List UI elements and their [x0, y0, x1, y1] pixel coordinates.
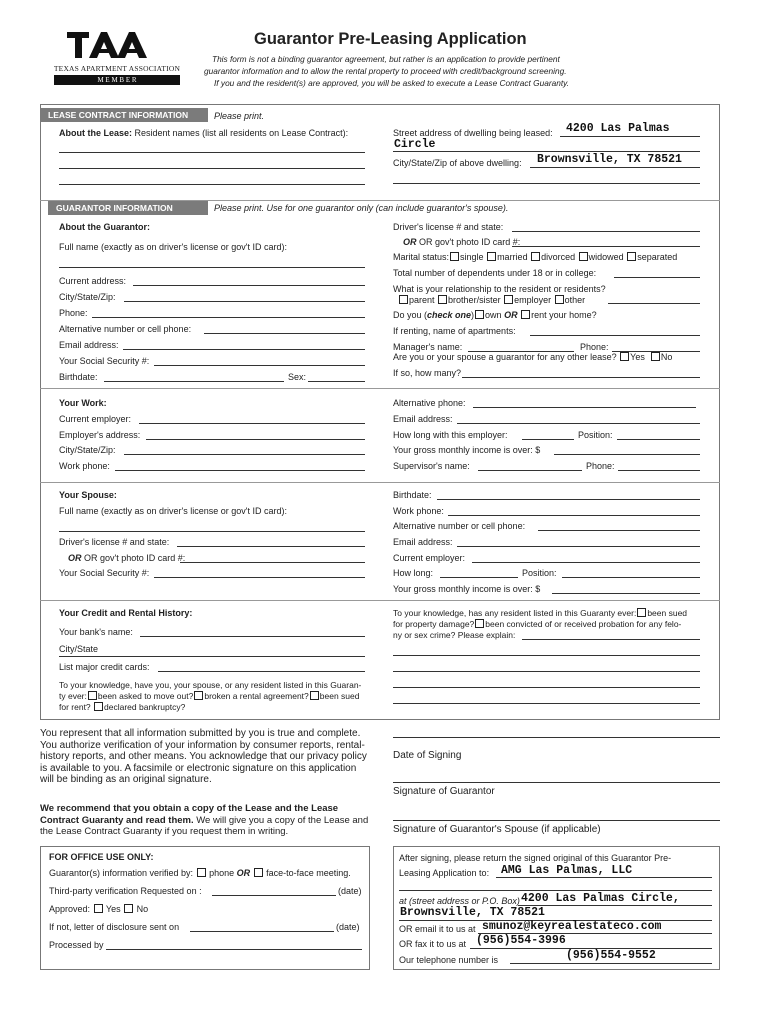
credit-cards-line[interactable] — [158, 671, 365, 672]
work-city-line[interactable] — [124, 454, 365, 455]
street-address-label: Street address of dwelling being leased: — [393, 128, 553, 138]
spouse-how-long-line[interactable] — [440, 577, 518, 578]
position-label: Position: — [578, 430, 613, 440]
supervisor-label: Supervisor's name: — [393, 461, 470, 471]
or-id-line[interactable] — [512, 246, 700, 247]
guarantor-ssn-label: Your Social Security #: — [59, 356, 150, 366]
guarantor-email-label: Email address: — [59, 340, 119, 350]
spouse-guarantor-question: Are you or your spouse a guarantor for any other lease? Yes No — [393, 352, 673, 362]
office-verified: Guarantor(s) information verified by: phone OR face-to-face meeting. — [49, 868, 351, 878]
guarantor-birthdate-line[interactable] — [104, 381, 284, 382]
supervisor-line[interactable] — [478, 470, 582, 471]
managers-name-label: Manager's name: — [393, 342, 463, 352]
resident-name-line-1[interactable] — [59, 152, 365, 153]
parent-checkbox[interactable] — [399, 295, 408, 304]
guarantor-email-line[interactable] — [123, 349, 365, 350]
spouse-or-id-label: OR OR gov't photo ID card #: — [68, 553, 186, 563]
work-phone-label: Work phone: — [59, 461, 110, 471]
third-party-date-label: (date) — [338, 886, 362, 896]
spouse-birthdate-line[interactable] — [437, 499, 700, 500]
work-title: Your Work: — [59, 398, 107, 408]
return-email[interactable]: smunoz@keyrealestateco.com — [482, 920, 662, 933]
alt-phone-line[interactable] — [473, 407, 696, 408]
work-phone-line[interactable] — [115, 470, 365, 471]
credit-title: Your Credit and Rental History: — [59, 608, 193, 618]
credit-city-line[interactable] — [59, 656, 365, 657]
top-sig-line — [393, 737, 720, 738]
spouse-work-phone-label: Work phone: — [393, 506, 444, 516]
return-address-1[interactable]: 4200 Las Palmas Circle, — [521, 892, 680, 905]
spouse-income-line[interactable] — [552, 593, 700, 594]
marital-status: Marital status: single married divorced widowed separated — [393, 252, 678, 262]
spouse-birthdate-label: Birthdate: — [393, 490, 432, 500]
dependents-line[interactable] — [614, 277, 700, 278]
dl-label: Driver's license # and state: — [393, 222, 504, 232]
guarantor-phone-label: Phone: — [59, 308, 88, 318]
single-checkbox[interactable] — [450, 252, 459, 261]
separated-checkbox[interactable] — [627, 252, 636, 261]
credit-right-3: ny or sex crime? Please explain: — [393, 630, 516, 640]
alt-number-label: Alternative number or cell phone: — [59, 324, 192, 334]
guarantor-phone-line[interactable] — [92, 317, 365, 318]
return-line-2: Leasing Application to: — [399, 868, 490, 878]
broken-agreement-checkbox[interactable] — [194, 691, 203, 700]
work-city-label: City/State/Zip: — [59, 445, 116, 455]
other-checkbox[interactable] — [555, 295, 564, 304]
spouse-ssn-line[interactable] — [154, 577, 365, 578]
return-fax[interactable]: (956)554-3996 — [476, 934, 566, 947]
spouse-email-line[interactable] — [457, 546, 700, 547]
work-employer-label: Current employer: — [59, 414, 132, 424]
office-use-title: FOR OFFICE USE ONLY: — [49, 852, 154, 862]
position-line[interactable] — [617, 439, 700, 440]
third-party-line[interactable] — [212, 895, 336, 896]
if-renting-label: If renting, name of apartments: — [393, 326, 516, 336]
spouse-employer-label: Current employer: — [393, 553, 466, 563]
employer-checkbox[interactable] — [504, 295, 513, 304]
guarantor-info-tab: GUARANTOR INFORMATION — [48, 201, 208, 215]
city-dwelling-line — [530, 167, 700, 168]
face-verified-checkbox[interactable] — [254, 868, 263, 877]
return-at-label: at (street address or P.O. Box) — [399, 896, 520, 906]
spouse-alt-line[interactable] — [538, 530, 700, 531]
relationship-label: What is your relationship to the resident or residents? — [393, 284, 606, 294]
income-line[interactable] — [554, 454, 700, 455]
spouse-or-id-line[interactable] — [180, 562, 365, 563]
about-lease: About the Lease: Resident names (list all residents on Lease Contract): — [59, 128, 349, 138]
explain-line-3[interactable] — [393, 671, 700, 672]
work-employer-line[interactable] — [139, 423, 365, 424]
explain-line-4[interactable] — [393, 687, 700, 688]
spouse-ssn-label: Your Social Security #: — [59, 568, 150, 578]
credit-right-2: for property damage? been convicted of or received probation for any felo- — [393, 619, 682, 629]
lease-please-print: Please print. — [214, 111, 265, 121]
other-line[interactable] — [608, 303, 700, 304]
approved-no-checkbox[interactable] — [124, 904, 133, 913]
phone-verified-checkbox[interactable] — [197, 868, 206, 877]
spouse-employer-line[interactable] — [472, 562, 700, 563]
taa-logo — [52, 30, 182, 88]
return-line-1: After signing, please return the signed original of this Guarantor Pre- — [399, 853, 672, 863]
spouse-email-label: Email address: — [393, 537, 453, 547]
member-bar: M E M B E R — [54, 75, 180, 85]
bankruptcy-checkbox[interactable] — [94, 702, 103, 711]
org-name: TEXAS APARTMENT ASSOCIATION — [53, 64, 181, 73]
street-address-line — [560, 136, 700, 137]
if-not-line[interactable] — [190, 931, 334, 932]
if-not-label: If not, letter of disclosure sent on — [49, 922, 180, 932]
alt-phone-label: Alternative phone: — [393, 398, 466, 408]
return-address-line-1 — [518, 905, 712, 906]
guarantor-birthdate-label: Birthdate: — [59, 372, 98, 382]
page-title: Guarantor Pre-Leasing Application — [254, 30, 527, 48]
guarantor-full-name-label: Full name (exactly as on driver's license or gov't ID card): — [59, 242, 288, 252]
property-sued-checkbox[interactable] — [637, 608, 646, 617]
if-renting-line[interactable] — [530, 335, 700, 336]
guarantor-signature-label: Signature of Guarantor — [393, 786, 495, 797]
spouse-guarantor-yes-checkbox[interactable] — [620, 352, 629, 361]
rent-checkbox[interactable] — [521, 310, 530, 319]
supervisor-phone-line[interactable] — [618, 470, 700, 471]
return-company[interactable]: AMG Las Palmas, LLC — [501, 864, 633, 877]
how-long-line[interactable] — [522, 439, 574, 440]
own-rent: Do you (check one) own OR rent your home? — [393, 310, 597, 320]
spouse-guarantor-no-checkbox[interactable] — [651, 352, 660, 361]
bank-label: Your bank's name: — [59, 627, 133, 637]
recommend-text: We recommend that you obtain a copy of the Lease and the Lease Contract Guaranty and read them. We will give you a copy of the Lease and the Lease Contract Guaranty if you request them in writing. — [40, 803, 369, 837]
guarantor-sex-line[interactable] — [308, 381, 365, 382]
guarantor-city-line[interactable] — [124, 301, 365, 302]
processed-line[interactable] — [106, 949, 362, 950]
spouse-signature-line[interactable] — [393, 820, 720, 821]
return-company-line — [496, 877, 712, 878]
spouse-full-name-label: Full name (exactly as on driver's license or gov't ID card): — [59, 506, 288, 516]
spouse-work-phone-line[interactable] — [448, 515, 700, 516]
subtitle-line-2: guarantor information and to allow the rental property to proceed with credit/background screening. — [204, 66, 567, 76]
guarantor-ssn-line[interactable] — [154, 365, 365, 366]
third-party-label: Third-party verification Requested on : — [49, 886, 202, 896]
approved-row: Approved: Yes No — [49, 904, 149, 914]
subtitle-line-1: This form is not a binding guarantor agreement, but rather is an application to provide pertinent — [212, 54, 560, 64]
spouse-position-line[interactable] — [562, 577, 700, 578]
date-signing-label: Date of Signing — [393, 750, 462, 761]
dependents-label: Total number of dependents under 18 or in college: — [393, 268, 597, 278]
if-so-label: If so, how many? — [393, 368, 462, 378]
brother-checkbox[interactable] — [438, 295, 447, 304]
street-address-value[interactable]: 4200 Las Palmas — [566, 122, 670, 135]
approved-yes-checkbox[interactable] — [94, 904, 103, 913]
explain-line-1[interactable] — [522, 639, 700, 640]
certify-text: You represent that all information submitted by you is true and complete. You authorize verification of your information by consumer reports, rental- history reports, and other means. You acknowledge that our privacy policy is available to you. A facsimile or electronic signature on this application will be binding as an original signature. — [40, 728, 367, 785]
spouse-alt-label: Alternative number or cell phone: — [393, 521, 526, 531]
guarantor-city-label: City/State/Zip: — [59, 292, 116, 302]
lease-contract-tab: LEASE CONTRACT INFORMATION — [40, 108, 208, 122]
moved-out-checkbox[interactable] — [88, 691, 97, 700]
resident-name-line-3[interactable] — [59, 184, 365, 185]
credit-cards-label: List major credit cards: — [59, 662, 150, 672]
explain-line-2[interactable] — [393, 655, 700, 656]
street-address-line-2 — [393, 151, 700, 152]
city-dwelling-value[interactable]: Brownsville, TX 78521 — [537, 153, 682, 166]
current-address-line[interactable] — [133, 285, 365, 286]
spouse-income-label: Your gross monthly income is over: $ — [393, 584, 541, 594]
income-label: Your gross monthly income is over: $ — [393, 445, 541, 455]
subtitle-line-3: If you and the resident(s) are approved, you will be asked to execute a Lease Contract Guaranty. — [214, 78, 569, 88]
guarantor-please-print: Please print. Use for one guarantor only (can include guarantor's spouse). — [214, 203, 509, 213]
resident-name-line-2[interactable] — [59, 168, 365, 169]
return-tel-line — [510, 963, 712, 964]
spouse-how-long-label: How long: — [393, 568, 434, 578]
spouse-dl-label: Driver's license # and state: — [59, 537, 170, 547]
current-address-label: Current address: — [59, 276, 127, 286]
spouse-full-name-line[interactable] — [59, 531, 365, 532]
city-dwelling-label: City/State/Zip of above dwelling: — [393, 158, 522, 168]
sued-checkbox[interactable] — [310, 691, 319, 700]
return-tel[interactable]: (956)554-9552 — [566, 949, 656, 962]
employer-address-label: Employer's address: — [59, 430, 141, 440]
credit-knowledge-2: ty ever: been asked to move out? broken a rental agreement? been sued — [59, 691, 360, 701]
manager-phone-label: Phone: — [580, 342, 609, 352]
about-guarantor: About the Guarantor: — [59, 222, 150, 232]
spouse-position-label: Position: — [522, 568, 557, 578]
city-dwelling-line-2 — [393, 183, 700, 184]
spouse-title: Your Spouse: — [59, 490, 117, 500]
spouse-signature-label: Signature of Guarantor's Spouse (if applicable) — [393, 824, 601, 835]
divider-spouse — [40, 482, 720, 483]
or-id-label: OR OR gov't photo ID card #: — [403, 237, 521, 247]
return-address-2[interactable]: Brownsville, TX 78521 — [400, 906, 545, 919]
if-so-line[interactable] — [462, 377, 700, 378]
married-checkbox[interactable] — [487, 252, 496, 261]
street-address-value-2[interactable]: Circle — [394, 138, 436, 151]
relationship-options: parent brother/sister employer other — [398, 295, 585, 305]
work-email-label: Email address: — [393, 414, 453, 424]
return-fax-label: OR fax it to us at — [399, 939, 467, 949]
return-tel-label: Our telephone number is — [399, 955, 499, 965]
guarantor-sex-label: Sex: — [288, 372, 307, 382]
taa-logo-mark-icon — [67, 30, 167, 60]
guarantor-full-name-line[interactable] — [59, 267, 365, 268]
how-long-label: How long with this employer: — [393, 430, 508, 440]
credit-right-1: To your knowledge, has any resident listed in this Guaranty ever: been sued — [393, 608, 688, 618]
credit-knowledge-1: To your knowledge, have you, your spouse, or any resident listed in this Guaran- — [59, 680, 362, 690]
spouse-dl-line[interactable] — [177, 546, 365, 547]
own-checkbox[interactable] — [475, 310, 484, 319]
alt-number-line[interactable] — [204, 333, 365, 334]
supervisor-phone-label: Phone: — [586, 461, 615, 471]
dl-line[interactable] — [512, 231, 700, 232]
divorced-checkbox[interactable] — [531, 252, 540, 261]
bank-line[interactable] — [140, 636, 365, 637]
explain-line-5[interactable] — [393, 703, 700, 704]
convicted-checkbox[interactable] — [475, 619, 484, 628]
return-line-blank — [399, 890, 712, 891]
credit-knowledge-3: for rent? declared bankruptcy? — [59, 702, 186, 712]
widowed-checkbox[interactable] — [579, 252, 588, 261]
if-not-date-label: (date) — [336, 922, 360, 932]
work-email-line[interactable] — [457, 423, 700, 424]
divider-credit — [40, 600, 720, 601]
guarantor-signature-line[interactable] — [393, 782, 720, 783]
return-email-label: OR email it to us at — [399, 924, 476, 934]
credit-city-label: City/State — [59, 644, 99, 654]
processed-label: Processed by — [49, 940, 104, 950]
employer-address-line[interactable] — [146, 439, 365, 440]
divider-work — [40, 388, 720, 389]
